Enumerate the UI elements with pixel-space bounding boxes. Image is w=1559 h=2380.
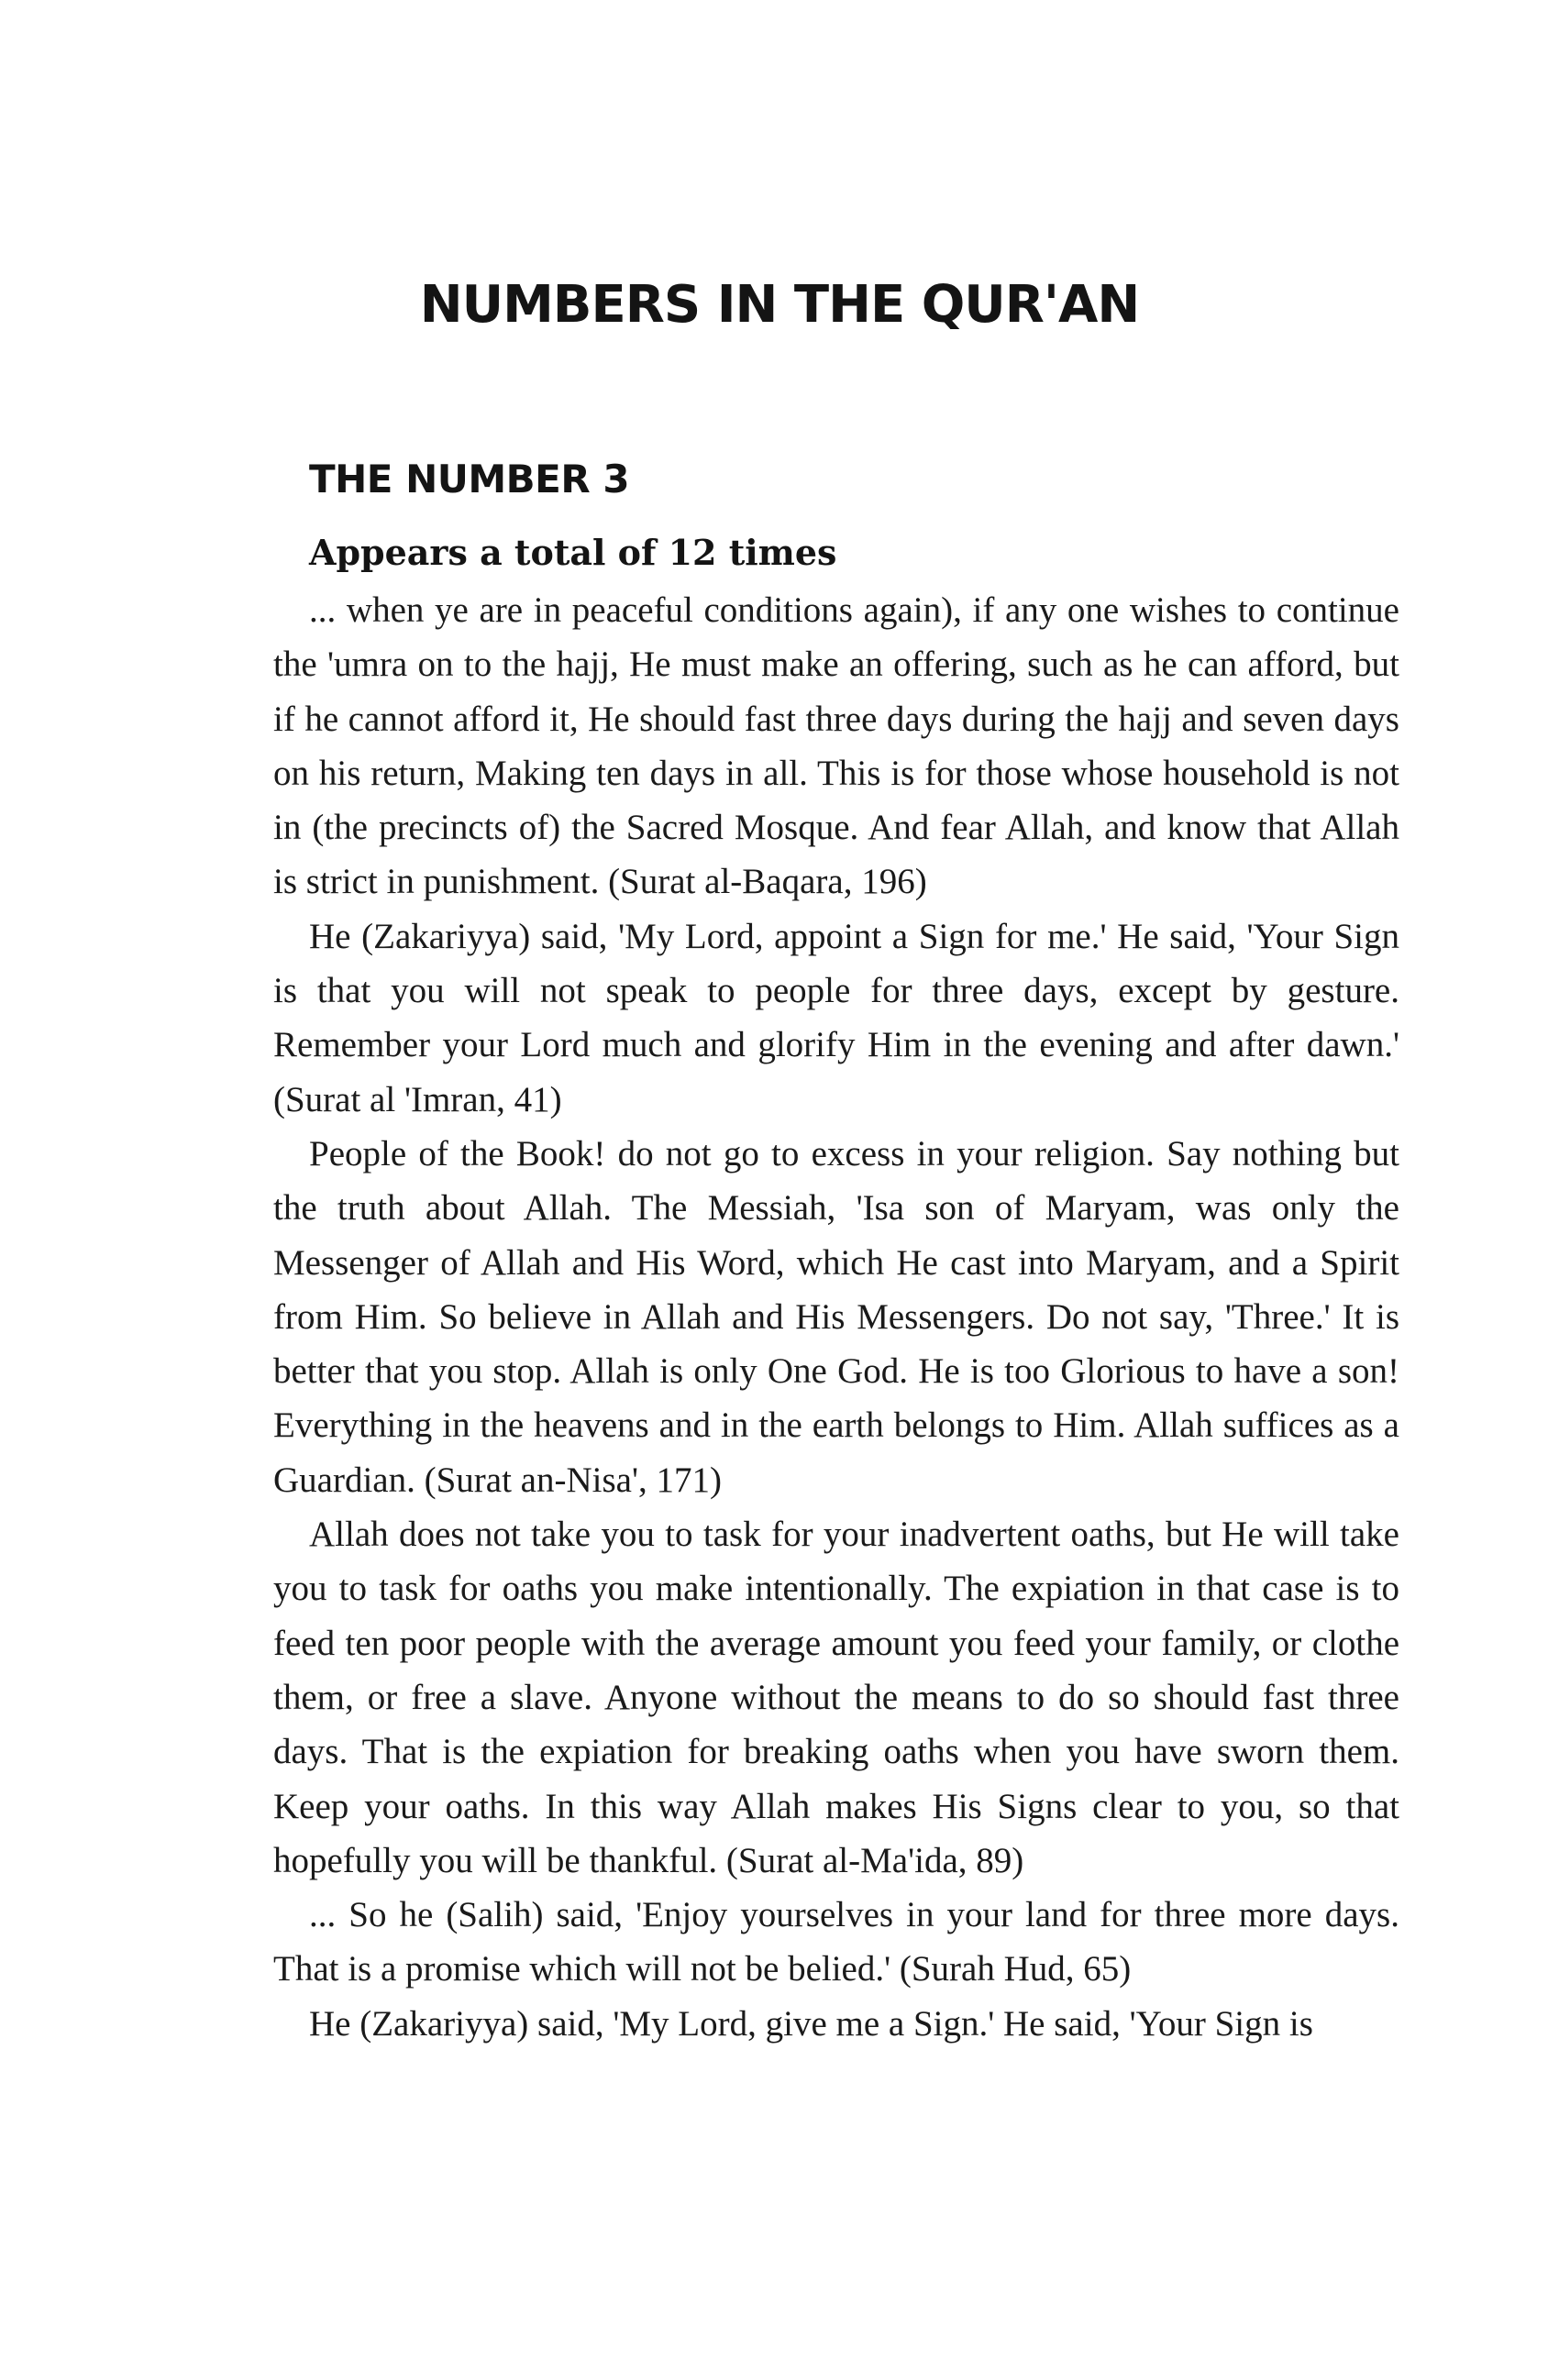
paragraph-hud-65: ... So he (Salih) said, 'Enjoy yourselves in your land for three more days. That is a promise which will not be belied.' (Surah Hud, 65)	[273, 1895, 1399, 1989]
paragraph-nisa-171: People of the Book! do not go to excess in your religion. Say nothing but the truth about Allah. The Messiah, 'Isa son of Maryam, was only the Messenger of Allah and His Word, which He cast into Maryam, and a Spirit from Him. So believe in Allah and His Messengers. Do not say, 'Three.' It is better that you stop. Allah is only One God. He is too Glorious to have a son! Everything in the heavens and in the earth belongs to Him. Allah suffices as a Guardian. (Surat an-Nisa', 171)	[273, 1133, 1399, 1500]
paragraph-baqara-196: ... when ye are in peaceful conditions again), if any one wishes to continue the 'umra on to the hajj, He must make an offering, such as he can afford, but if he cannot afford it, He should fast three days during the hajj and seven days on his return, Making ten days in all. This is for those whose household is not in (the precincts of) the Sacred Mosque. And fear Allah, and know that Allah is strict in punishment. (Surat al-Baqara, 196)	[273, 590, 1399, 902]
paragraph-imran-41: He (Zakariyya) said, 'My Lord, appoint a Sign for me.' He said, 'Your Sign is that you will not speak to people for three days, except by gesture. Remember your Lord much and glorify Him in the evening and after dawn.' (Surat al 'Imran, 41)	[273, 916, 1399, 1119]
section-heading: THE NUMBER 3	[309, 457, 630, 501]
page-title: NUMBERS IN THE QUR'AN	[419, 275, 1140, 335]
section-subheading: Appears a total of 12 times	[309, 532, 837, 573]
paragraph-maida-89: Allah does not take you to task for your inadvertent oaths, but He will take you to task for oaths you make intentionally. The expiation in that case is to feed ten poor people with the average amount you feed your family, or clothe them, or free a slave. Anyone without the means to do so should fast three days. That is the expiation for breaking oaths when you have sworn them. Keep your oaths. In this way Allah makes His Signs clear to you, so that hopefully you will be thankful. (Surat al-Ma'ida, 89)	[273, 1515, 1399, 1880]
paragraph-continued: He (Zakariyya) said, 'My Lord, give me a Sign.' He said, 'Your Sign is	[309, 2003, 1313, 2044]
body-text	[273, 583, 1399, 2051]
